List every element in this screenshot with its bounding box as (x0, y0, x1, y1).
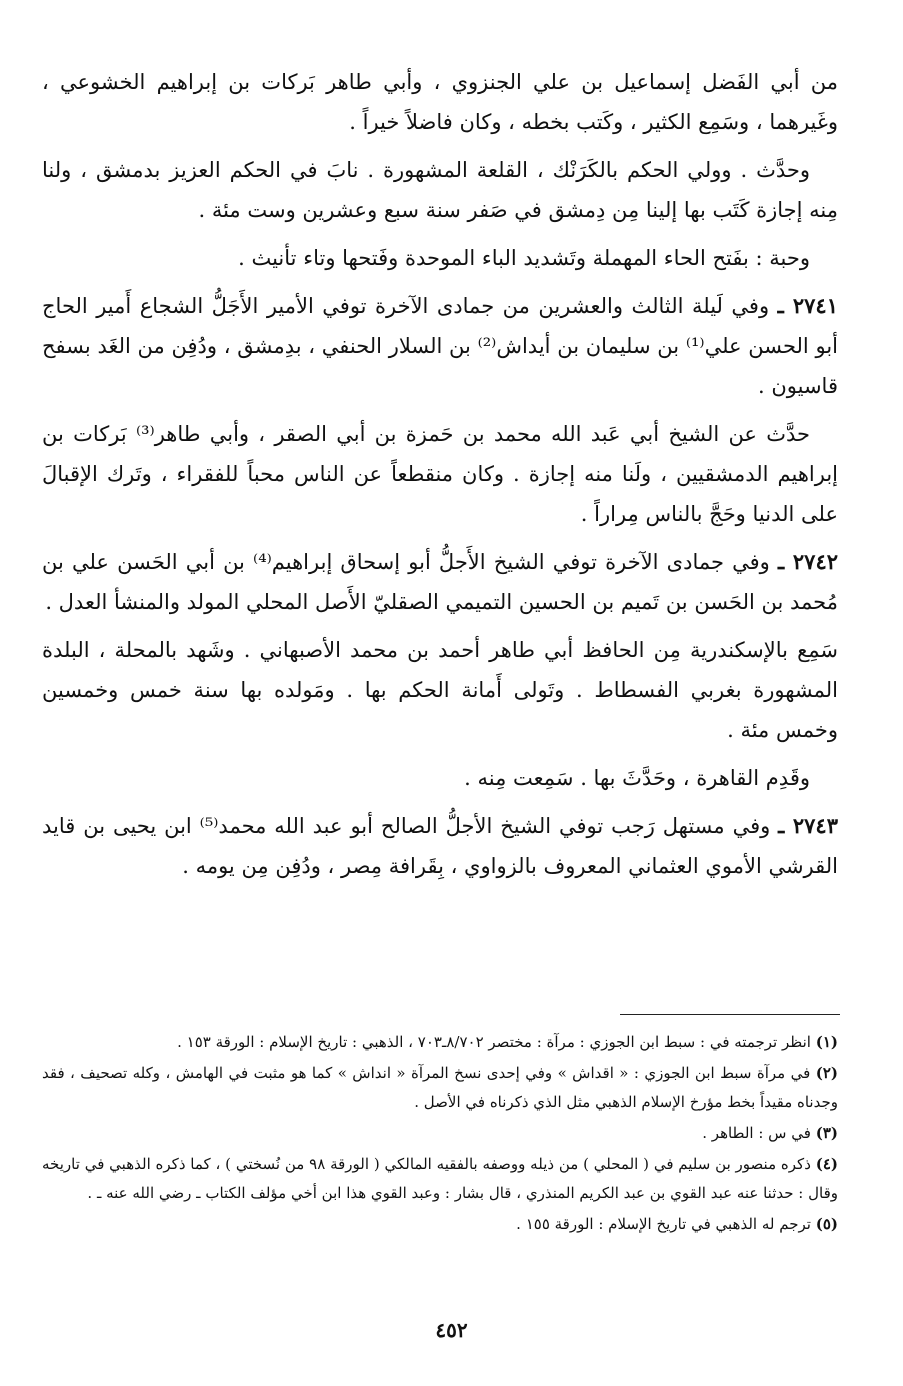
paragraph-2: وحدَّث . وولي الحكم بالكَرَنْك ، القلعة المشهورة . نابَ في الحكم العزيز بدمشق ، ولنا مِنه إجازة كَتَب بها إلينا مِن دِمشق في صَفر سنة سبع وعشرين وست مئة . (42, 158, 838, 222)
paragraph-7: سَمِع بالإسكندرية مِن الحافظ أبي طاهر أحمد بن محمد الأصبهاني . وشَهد بالمحلة ، البلدة المشهورة بغربي الفسطاط . وتَولى أَمانة الحكم بها . ومَولده بها سنة خمس وخمسين وخمس مئة . (42, 638, 838, 742)
footnote-text: ذكره منصور بن سليم في ( المحلي ) من ذيله ووصفه بالفقيه المالكي ( الورقة ٩٨ من نُسختي ) ، كما ذكره الذهبي في تاريخه وقال : حدثنا عنه عبد القوي بن عبد الكريم المنذري ، قال بشار : وعبد القوي هذا ابن أخي مؤلف الكتاب ـ رضي الله عنه ـ . (42, 1155, 838, 1202)
footnote-text: في مرآة سبط ابن الجوزي : « اقداش » وفي إحدى نسخ المرآة « انداش » كما هو مثبت في الهامش ، وكله تصحيف ، فقد وجدناه مقيداً بخط مؤرخ الإسلام الذهبي مثل الذي ذكرناه في الأصل . (42, 1064, 838, 1111)
entry-text: وفي مستهل رَجب توفي الشيخ الأجلُّ الصالح أبو عبد الله محمد⁽⁵⁾ ابن يحيى بن قايد القرشي الأموي العثماني المعروف بالزواوي ، بِقَرافة مِصر ، ودُفِن مِن يومه . (42, 814, 838, 878)
entry-text: وفي جمادى الآخرة توفي الشيخ الأَجلُّ أبو إسحاق إبراهيم⁽⁴⁾ بن أبي الحَسن علي بن مُحمد بن الحَسن بن تَميم بن الحسين التميمي الصقليّ الأَصل المحلي المولد والمنشأ العدل . (42, 550, 838, 614)
footnote-marker: (٢) (815, 1064, 838, 1082)
footnote-4 (42, 1150, 838, 1208)
main-text (42, 62, 838, 894)
footnote-text: في س : الطاهر . (702, 1124, 811, 1142)
footnote-divider (620, 1014, 840, 1015)
footnote-1 (42, 1028, 838, 1057)
paragraph-8: وقَدِم القاهرة ، وحَدَّثَ بها . سَمِعت مِنه . (464, 766, 810, 790)
footnote-3 (42, 1119, 838, 1148)
footnote-marker: (٣) (815, 1124, 838, 1142)
entry-2742 (42, 542, 838, 622)
footnote-text: ترجم له الذهبي في تاريخ الإسلام : الورقة ١٥٥ . (516, 1215, 811, 1233)
paragraph-5: حدَّث عن الشيخ أبي عَبد الله محمد بن حَمزة بن أبي الصقر ، وأبي طاهر⁽³⁾ بَركات بن إبراهيم الدمشقيين ، ولَنا منه إجازة . وكان منقطعاً عن الناس محباً للفقراء ، وتَرك الإقبالَ على الدنيا وحَجَّ بالناس مِراراً . (42, 422, 838, 526)
page-number: ٤٥٢ (435, 1318, 468, 1342)
entry-2741 (42, 286, 838, 406)
footnote-marker: (١) (815, 1033, 838, 1051)
footnote-marker: (٤) (815, 1155, 838, 1173)
entry-text: وفي لَيلة الثالث والعشرين من جمادى الآخرة توفي الأمير الأَجَلُّ الشجاع أَمير الحاج أبو الحسن علي⁽¹⁾ بن سليمان بن أيداش⁽²⁾ بن السلار الحنفي ، بدِمشق ، ودُفِن من الغَد بسفح قاسيون . (42, 294, 838, 398)
paragraph-3: وحبة : بفَتح الحاء المهملة وتَشديد الباء الموحدة وفَتحها وتاء تأنيث . (238, 246, 810, 270)
entry-number: ٢٧٤١ ـ (777, 293, 838, 318)
entry-2743 (42, 806, 838, 886)
entry-number: ٢٧٤٣ ـ (778, 813, 838, 838)
footnote-text: انظر ترجمته في : سبط ابن الجوزي : مرآة : مختصر ٨/٧٠٢ـ٧٠٣ ، الذهبي : تاريخ الإسلام : الورقة ١٥٣ . (177, 1033, 811, 1051)
paragraph-1: من أبي الفَضل إسماعيل بن علي الجنزوي ، وأبي طاهر بَركات بن إبراهيم الخشوعي ، وغَيرهما ، وسَمِع الكثير ، وكَتب بخطه ، وكان فاضلاً خيراً . (42, 70, 838, 134)
footnotes (42, 1028, 838, 1241)
footnote-marker: (٥) (815, 1215, 838, 1233)
entry-number: ٢٧٤٢ ـ (777, 549, 839, 574)
footnote-5 (42, 1210, 838, 1239)
footnote-2 (42, 1059, 838, 1117)
